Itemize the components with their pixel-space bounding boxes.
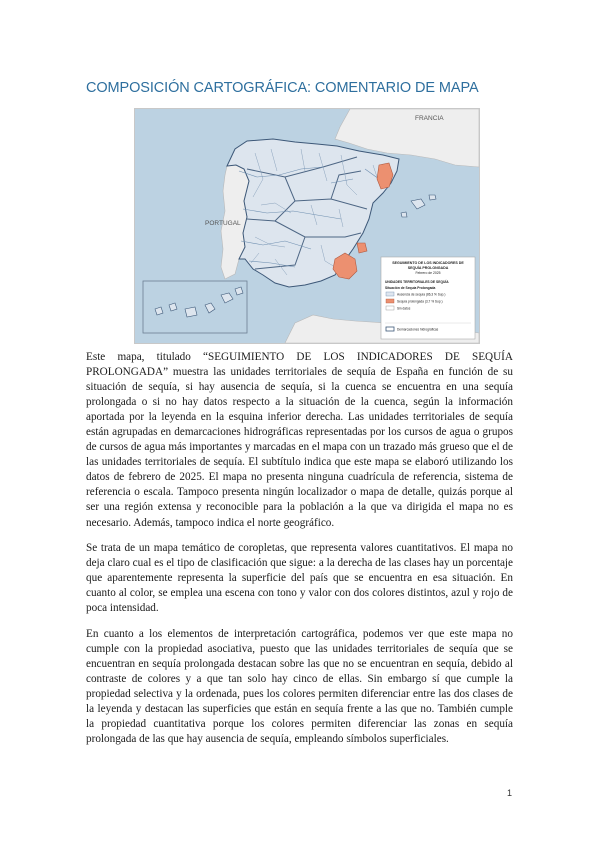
paragraph-3: En cuanto a los elementos de interpretación cartográfica, podemos ver que este mapa no cumple con la propiedad asociativa, puesto que las unidades territoriales de sequía que se encuentran en sequía prolongada destacan sobre las que no se encuentran en sequía, debido al contraste de colores y a que tan solo hay cinco de ellas. Sin embargo sí que cumple la propiedad selectiva y la ordenada, pues los colores permiten diferenciar entre las dos clases de la leyenda y destacan las superficies que están en sequía frente a las que no. También cumple la propiedad cuantitativa porque los colores permiten diferenciar las zonas en sequía prolongada de las que hay ausencia de sequía, empleando símbolos superficiales. (86, 627, 513, 746)
legend-date: Febrero de 2025 (415, 271, 441, 275)
commentary-body (86, 350, 513, 758)
page-number: 1 (507, 788, 513, 798)
drought-unit-jucar (357, 243, 367, 253)
legend-swatch-absence (386, 292, 394, 296)
legend-item-drought: Sequía prolongada (3,7 % Sup.) (397, 299, 443, 304)
legend-item-absence: Ausencia de sequía (86,3 % Sup.) (397, 292, 446, 297)
map-label-france: FRANCIA (415, 115, 444, 122)
map-legend (381, 257, 475, 339)
paragraph-1: Este mapa, titulado “SEGUIMIENTO DE LOS INDICADORES DE SEQUÍA PROLONGADA” muestra las unidades territoriales de sequía de España en función de su situación de sequía, si hay ausencia de sequía, si la cuenca se encuentra en una sequía prolongada o si no hay datos respecto a la situación de la cuenca, según la información aportada por la leyenda en la esquina inferior derecha. Las unidades territoriales de sequía están agrupadas en demarcaciones hidrográficas representadas por los cursos de agua o grupos de cursos de agua más importantes y marcadas en el mapa con un trazado más grueso que el de las unidades territoriales de sequía. El subtítulo indica que este mapa se elaboró utilizando los datos de febrero de 2025. El mapa no presenta ninguna cuadrícula de referencia, sistema de referencia o escala. Tampoco presenta ningún localizador o mapa de detalle, quizás porque al ser una región extensa y reconocible para la población a la que va dirigida el mapa no es necesario. Además, tampoco indica el norte geográfico. (86, 351, 513, 529)
legend-item-boundary: Demarcaciones hidrográficas (397, 327, 439, 332)
legend-situation-header: Situación de Sequía Prolongada (385, 286, 436, 290)
legend-swatch-nodata (386, 306, 394, 310)
legend-swatch-boundary (386, 327, 394, 331)
legend-units-header: UNIDADES TERRITORIALES DE SEQUÍA (385, 280, 449, 284)
legend-title-line2: SEQUÍA PROLONGADA (407, 266, 449, 270)
map-label-portugal: PORTUGAL (205, 220, 241, 227)
paragraph-2: Se trata de un mapa temático de coropletas, que representa valores cuantitativos. El mapa no deja claro cual es el tipo de clasificación que sigue: a la derecha de las clases hay un porcentaje que aparentemente representa la superficie del país que se encuentra en esa situación. En cuanto al color, se emplea una escena con tono y valor con dos colores distintos, azul y rojo de poca intensidad. (86, 542, 513, 615)
legend-swatch-drought (386, 299, 394, 303)
page-title: COMPOSICIÓN CARTOGRÁFICA: COMENTARIO DE MAPA (86, 80, 479, 96)
legend-item-nodata: Sin datos (397, 306, 411, 311)
legend-title-line1: SEGUIMIENTO DE LOS INDICADORES DE (392, 261, 464, 265)
drought-map (134, 108, 480, 344)
